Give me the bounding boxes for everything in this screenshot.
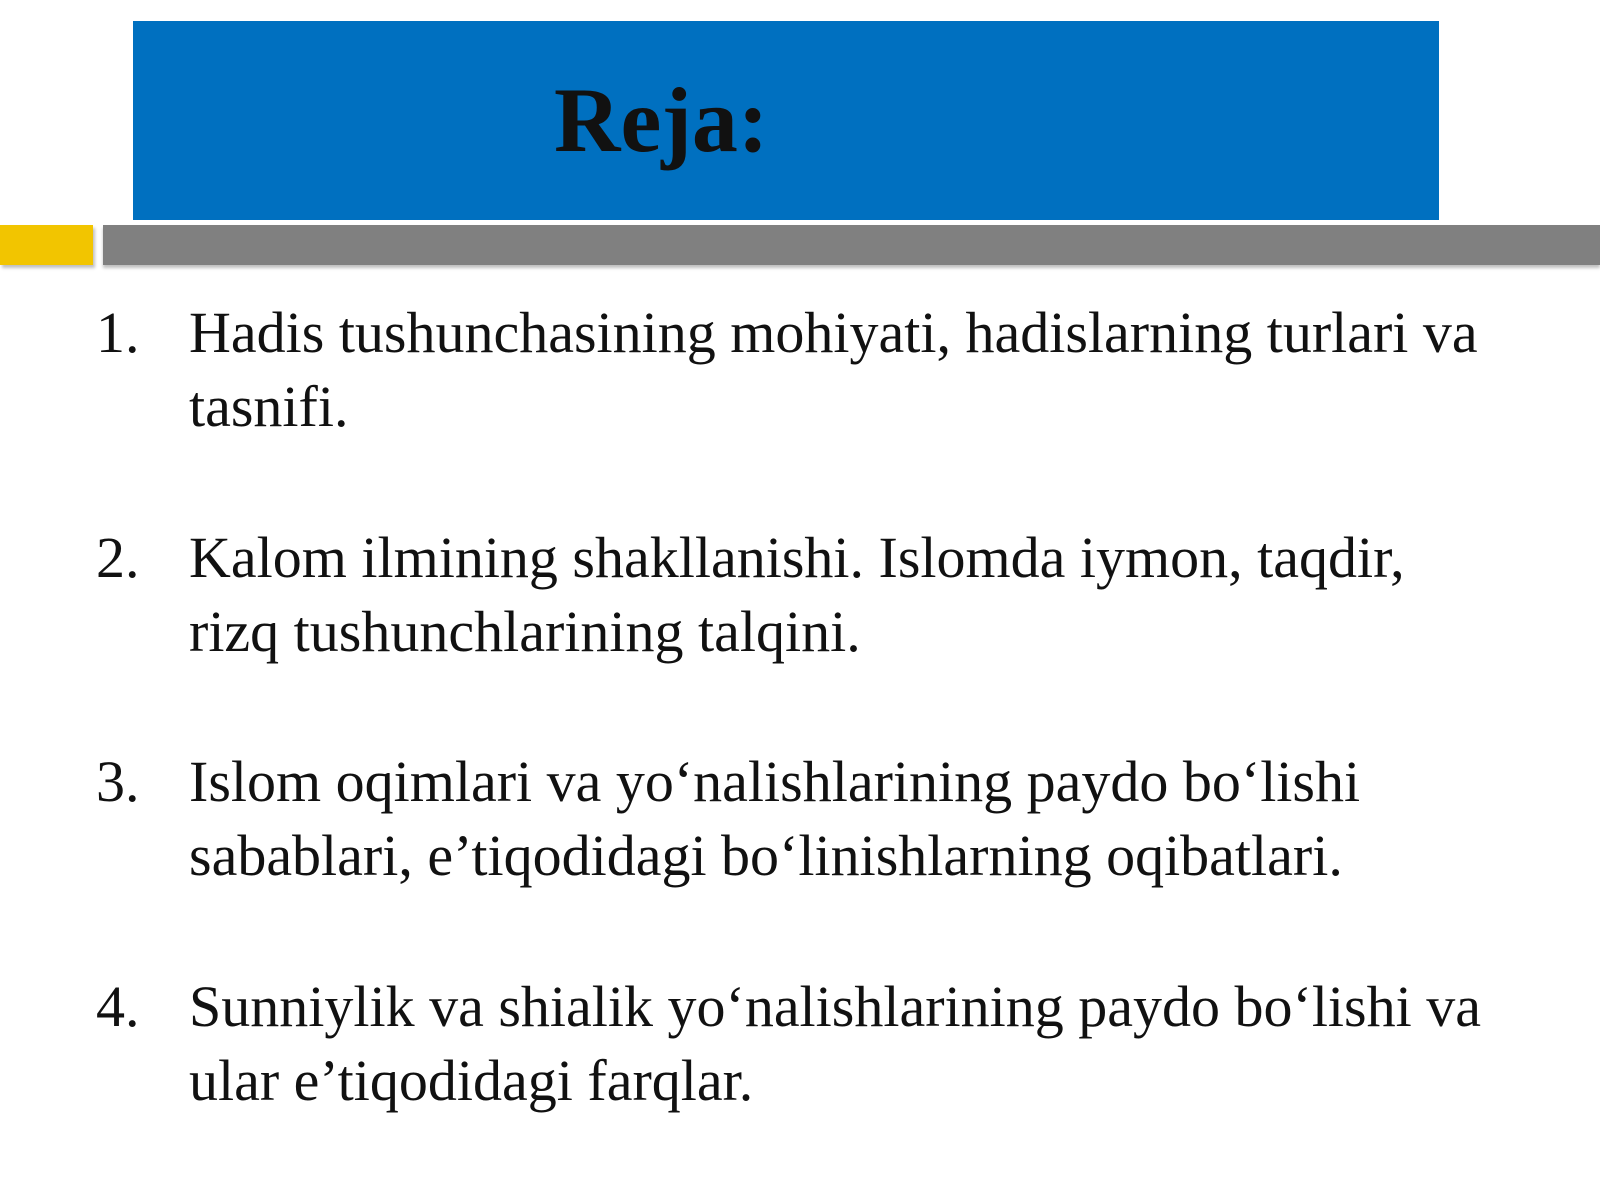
slide-title: Reja: xyxy=(554,69,769,171)
list-item xyxy=(96,970,1516,1118)
item-text: Kalom ilmining shakllanishi. Islomda iymon, taqdir, rizq tushunchlarining talqini. xyxy=(189,525,1405,664)
item-number: 4. xyxy=(96,974,140,1039)
item-number: 1. xyxy=(96,300,140,365)
item-number: 3. xyxy=(96,749,140,814)
item-number: 2. xyxy=(96,525,140,590)
item-text: Sunniylik va shialik yo‘nalishlarining paydo bo‘lishi va ular e’tiqodidagi farqlar. xyxy=(189,974,1481,1113)
item-text: Hadis tushunchasining mohiyati, hadislarning turlari va tasnifi. xyxy=(189,300,1478,439)
list-item xyxy=(96,521,1516,669)
list-item xyxy=(96,745,1516,893)
list-item xyxy=(96,296,1516,444)
item-text: Islom oqimlari va yo‘nalishlarining paydo bo‘lishi sabablari, e’tiqodidagi bo‘linishlarning oqibatlari. xyxy=(189,749,1361,888)
